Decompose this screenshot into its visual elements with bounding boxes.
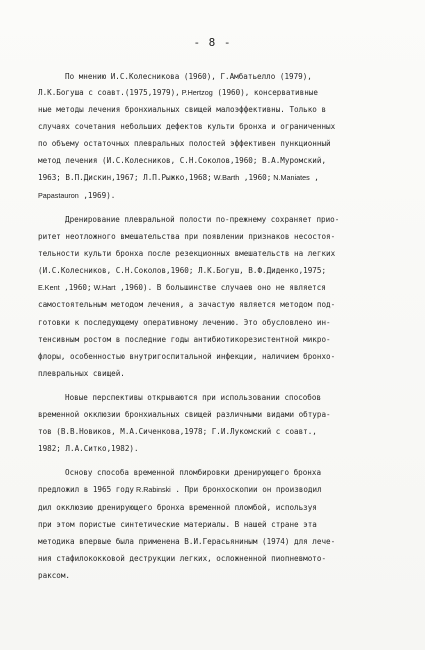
text-line bbox=[38, 299, 335, 311]
text-segment: ,1960). В большинстве случаев оно не является bbox=[115, 283, 326, 292]
text-line bbox=[38, 138, 331, 150]
text-line bbox=[38, 351, 335, 363]
text-line-content: Новые перспективы открываются при использовании способов bbox=[65, 393, 322, 402]
latin-name: R.Rabinski bbox=[134, 485, 171, 494]
text-segment: ,1960; bbox=[59, 283, 92, 292]
latin-name: Papastauron bbox=[38, 191, 79, 200]
text-segment: , bbox=[309, 173, 319, 182]
text-line-content: плевральных свищей. bbox=[38, 369, 125, 378]
text-line bbox=[38, 553, 326, 565]
text-line bbox=[38, 502, 317, 514]
text-line-content: готовки к последующему оперативному лечению. Это обусловлено ин- bbox=[38, 318, 331, 327]
text-line bbox=[38, 368, 125, 380]
latin-name: P.Hertzog bbox=[179, 88, 213, 97]
text-line-content: ния стафилококковой деструкции легких, осложненной пиопневмото- bbox=[38, 554, 327, 563]
text-line-content: флоры, особенностью внутригоспитальной инфекции, наличием бронхо- bbox=[38, 352, 336, 361]
text-line bbox=[38, 536, 335, 548]
text-line-content: 1982; Л.А.Ситко,1982). bbox=[38, 444, 139, 453]
text-line bbox=[38, 172, 319, 184]
text-line-content: по объему остаточных плевральных полостей эффективен пункционный bbox=[38, 139, 331, 148]
text-line bbox=[38, 121, 335, 133]
text-line-content: ные методы лечения бронхиальных свищей малоэффективны. Только в bbox=[38, 105, 327, 114]
text-segment: ,1960; bbox=[239, 173, 272, 182]
latin-name: W.Barth bbox=[211, 173, 240, 182]
text-line-content: (И.С.Колесников, С.Н.Соколов,1960; Л.К.Богуш, В.Ф.Диденко,1975; bbox=[38, 266, 327, 275]
text-line-content: 1963; В.П.Дискин,1967; Л.П.Рыжко,1968; bbox=[38, 173, 212, 182]
text-line bbox=[38, 282, 326, 294]
text-line-content: самостоятельным методом лечения, а зачастую является методом под- bbox=[38, 300, 336, 309]
latin-name: W.Hart bbox=[91, 283, 116, 292]
text-line bbox=[38, 155, 326, 167]
text-line-content: раксом. bbox=[38, 571, 71, 580]
latin-name: N.Maniates bbox=[271, 173, 310, 182]
text-line-content: ритет неотложного вмешательства при появлении признаков несостоя- bbox=[38, 232, 336, 241]
text-line-content: Л.К.Богуша с соавт.(1975,1979), bbox=[38, 88, 180, 97]
text-line bbox=[38, 443, 139, 455]
page-number: - 8 - bbox=[193, 36, 232, 49]
text-line bbox=[38, 409, 331, 421]
text-line-content: при этом пористые синтетические материалы. В нашей стране эта bbox=[38, 520, 317, 529]
text-line-content: дил окклюзию дренирующего бронха временной пломбой, используя bbox=[38, 503, 317, 512]
text-line-content: тельности культи бронха после резекционных вмешательств на легких bbox=[38, 249, 336, 258]
text-line bbox=[38, 104, 326, 116]
text-line bbox=[38, 231, 335, 243]
text-line-content: случаях сочетания небольших дефектов культи бронха и ограниченных bbox=[38, 122, 336, 131]
text-line bbox=[38, 334, 331, 346]
text-segment: ,1969). bbox=[78, 191, 116, 200]
text-line-content: тенсивным ростом в последние годы антибиотикорезистентной микро- bbox=[38, 335, 331, 344]
text-line-content: Дренирование плевральной полости по-прежнему сохраняет прио- bbox=[65, 215, 340, 224]
text-line-content: временной окклюзии бронхиальных свищей различными видами обтура- bbox=[38, 410, 331, 419]
text-line-content: метод лечения (И.С.Колесников, С.Н.Соколов,1960; В.А.Муромский, bbox=[38, 156, 327, 165]
text-line bbox=[65, 392, 321, 404]
text-line bbox=[38, 265, 326, 277]
text-line-content: По мнению И.С.Колесникова (1960), Г.Амбатьелло (1979), bbox=[65, 72, 312, 81]
text-line bbox=[38, 426, 317, 438]
latin-name: E.Kent bbox=[38, 283, 60, 292]
text-line-content: предложил в 1965 году bbox=[38, 485, 135, 494]
text-line bbox=[38, 190, 115, 202]
text-line bbox=[38, 248, 335, 260]
text-line bbox=[65, 214, 339, 226]
text-line bbox=[65, 467, 321, 479]
text-line bbox=[38, 87, 318, 99]
text-line bbox=[38, 317, 331, 329]
text-line-content: методика впервые была применена В.И.Герасьяниным (1974) для лече- bbox=[38, 537, 336, 546]
text-segment: (1960), консервативные bbox=[212, 88, 318, 97]
text-line bbox=[38, 570, 70, 582]
text-segment: . При бронхоскопии он производил bbox=[170, 485, 322, 494]
text-line bbox=[65, 71, 312, 83]
text-line bbox=[38, 519, 317, 531]
text-line-content: тов (В.В.Новиков, М.А.Сиченкова,1978; Г.И.Лукомский с соавт., bbox=[38, 427, 317, 436]
text-line bbox=[38, 484, 322, 496]
text-line-content: Основу способа временной пломбировки дренирующего бронха bbox=[65, 468, 322, 477]
